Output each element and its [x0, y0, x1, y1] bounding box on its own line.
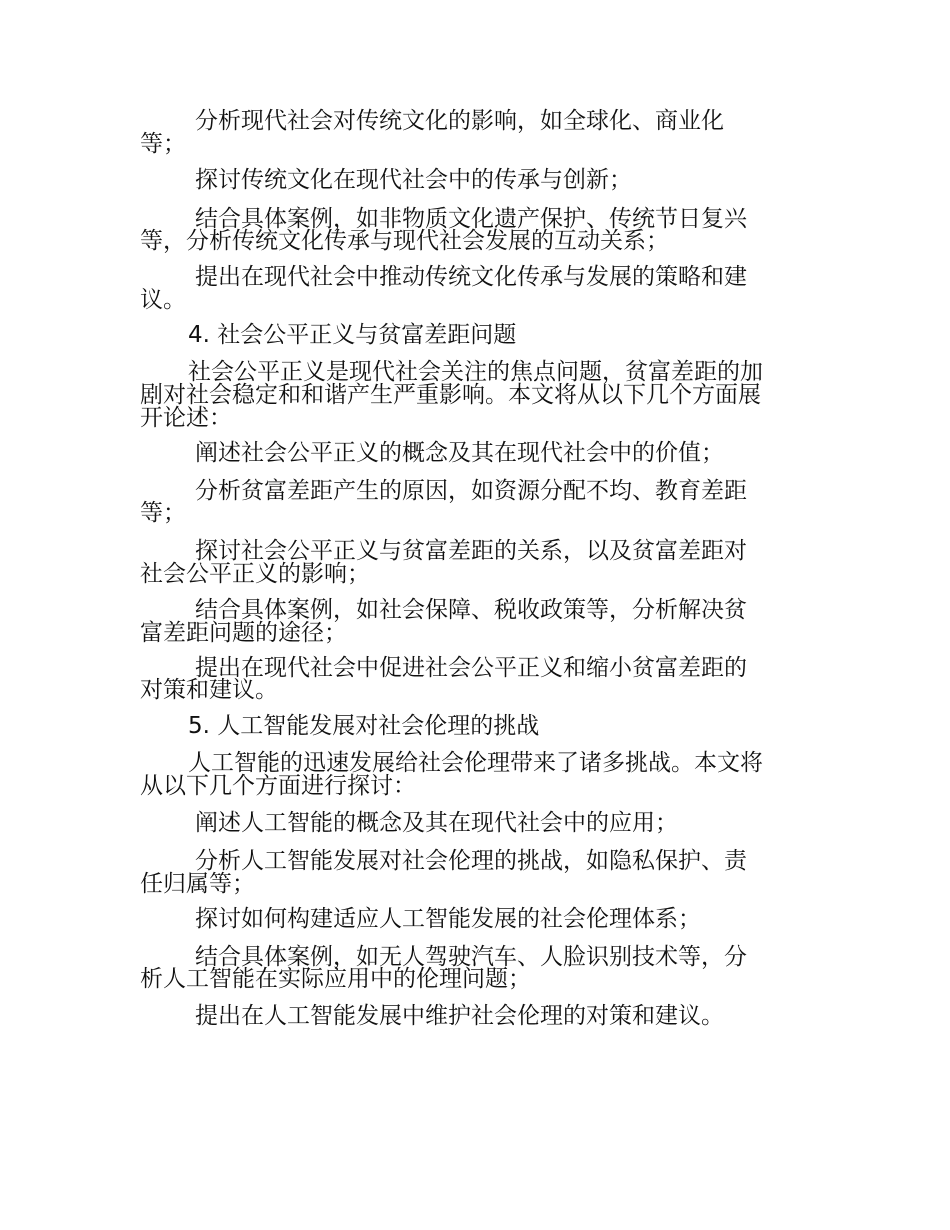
text-line: 社会公平正义是现代社会关注的焦点问题，贫富差距的加	[188, 359, 763, 385]
text-line: 结合具体案例，如非物质文化遗产保护、传统节日复兴	[195, 206, 747, 232]
text-line: 剧对社会稳定和和谐产生严重影响。本文将从以下几个方面展	[140, 382, 761, 408]
text-line: 等，分析传统文化传承与现代社会发展的互动关系；	[140, 228, 669, 254]
text-line: 阐述人工智能的概念及其在现代社会中的应用；	[195, 810, 678, 836]
text-line: 提出在人工智能发展中维护社会伦理的对策和建议。	[195, 1003, 724, 1029]
text-line: 任归属等；	[140, 871, 255, 897]
text-line: 探讨社会公平正义与贫富差距的关系，以及贫富差距对	[195, 538, 747, 564]
text-line: 从以下几个方面进行探讨：	[140, 773, 416, 799]
text-line: 富差距问题的途径；	[140, 620, 347, 646]
text-line: 阐述社会公平正义的概念及其在现代社会中的价值；	[195, 440, 724, 466]
section-heading: 4. 社会公平正义与贫富差距问题	[188, 322, 517, 348]
text-line: 等；	[140, 500, 186, 526]
text-line: 结合具体案例，如社会保障、税收政策等，分析解决贫	[195, 597, 747, 623]
text-line: 探讨如何构建适应人工智能发展的社会伦理体系；	[195, 906, 701, 932]
text-line: 探讨传统文化在现代社会中的传承与创新；	[195, 167, 632, 193]
text-line: 议。	[140, 287, 186, 313]
text-line: 提出在现代社会中促进社会公平正义和缩小贫富差距的	[195, 655, 747, 681]
text-line: 提出在现代社会中推动传统文化传承与发展的策略和建	[195, 264, 747, 290]
text-line: 分析贫富差距产生的原因，如资源分配不均、教育差距	[195, 478, 747, 504]
text-line: 人工智能的迅速发展给社会伦理带来了诸多挑战。本文将	[188, 750, 763, 776]
text-line: 结合具体案例，如无人驾驶汽车、人脸识别技术等，分	[195, 944, 747, 970]
section-heading: 5. 人工智能发展对社会伦理的挑战	[188, 713, 540, 739]
text-line: 对策和建议。	[140, 677, 278, 703]
text-line: 分析现代社会对传统文化的影响，如全球化、商业化	[195, 108, 724, 134]
text-line: 析人工智能在实际应用中的伦理问题；	[140, 966, 531, 992]
text-line: 开论述：	[140, 405, 232, 431]
text-line: 分析人工智能发展对社会伦理的挑战，如隐私保护、责	[195, 848, 747, 874]
text-line: 社会公平正义的影响；	[140, 561, 370, 587]
text-line: 等；	[140, 131, 186, 157]
